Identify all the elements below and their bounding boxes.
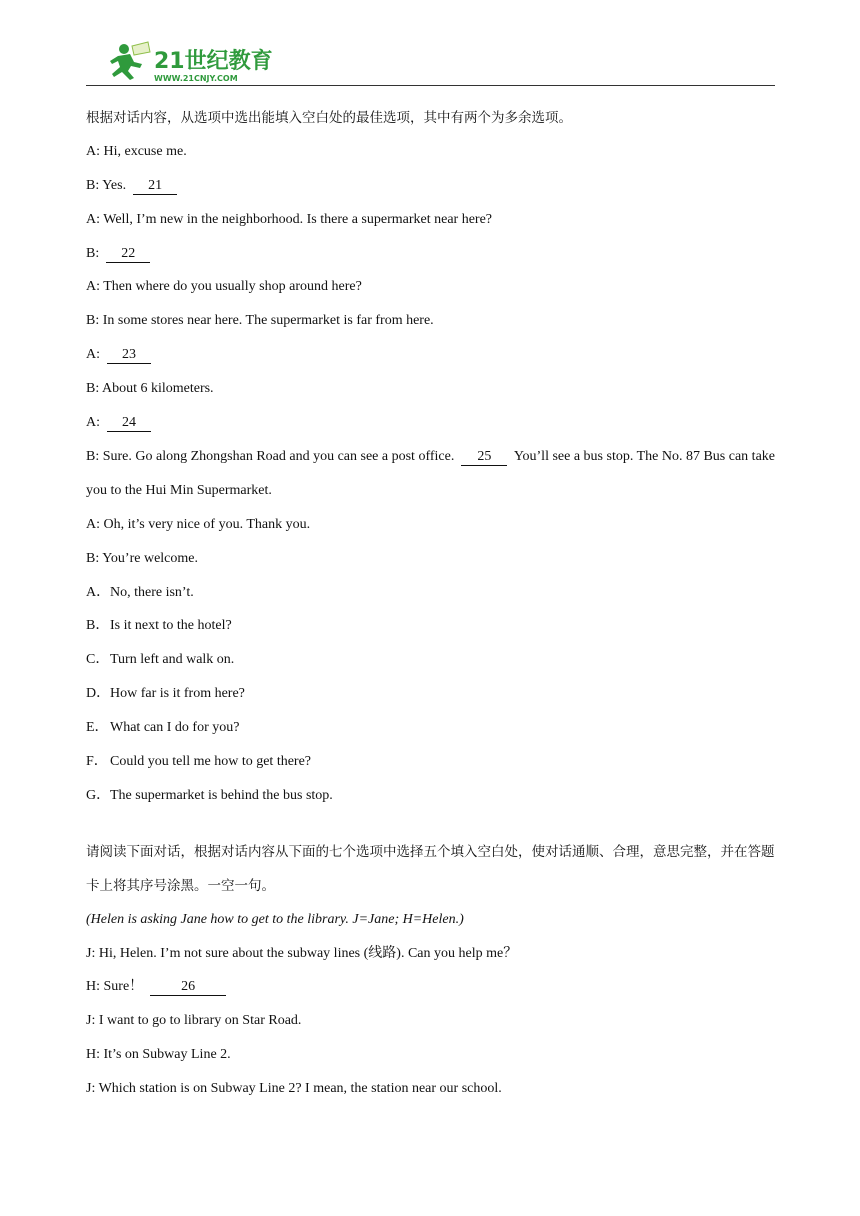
page-header: [0, 0, 860, 90]
option-e: E．What can I do for you?: [86, 720, 240, 736]
dialogue-line: B: About 6 kilometers.: [86, 381, 214, 397]
dialogue-line: J: Hi, Helen. I’m not sure about the subway lines (线路). Can you help me？: [86, 945, 518, 961]
blank-25: 25: [461, 448, 507, 466]
svg-text:WWW.21CNJY.COM: WWW.21CNJY.COM: [154, 74, 238, 83]
dialogue-line: B: You’re welcome.: [86, 550, 198, 566]
blank-26: 26: [150, 978, 226, 996]
instruction-2: 请阅读下面对话，根据对话内容从下面的七个选项中选择五个填入空白处，使对话通顺、合理，意思完整，并在答题卡上将其序号涂黑。一空一句。: [86, 843, 775, 894]
dialogue-line: A: Well, I’m new in the neighborhood. Is there a supermarket near here?: [86, 211, 493, 227]
option-d: D．How far is it from here?: [86, 686, 245, 702]
dialogue-line: B: Yes. 21: [86, 176, 776, 196]
document-body: [86, 108, 776, 1113]
option-f: F． Could you tell me how to get there?: [86, 754, 312, 770]
dialogue-line: H: Sure！ 26: [86, 977, 776, 997]
dialogue-line: A: Hi, excuse me.: [86, 143, 187, 159]
logo: [104, 40, 274, 84]
blank-21: 21: [133, 177, 177, 195]
svg-text:21世纪教育: 21世纪教育: [154, 49, 273, 74]
option-c: C．Turn left and walk on.: [86, 652, 235, 668]
blank-23: 23: [107, 346, 151, 364]
instruction-1: 根据对话内容，从选项中选出能填入空白处的最佳选项，其中有两个为多余选项。: [86, 110, 572, 126]
blank-22: 22: [106, 245, 150, 263]
dialogue-line: B: In some stores near here. The supermarket is far from here.: [86, 313, 434, 329]
dialogue-line: A: 23: [86, 345, 776, 365]
dialogue-line: B: 22: [86, 244, 776, 264]
dialogue-line: A: 24: [86, 413, 776, 433]
option-a: A．No, there isn’t.: [86, 584, 194, 600]
blank-24: 24: [107, 414, 151, 432]
dialogue-line: A: Oh, it’s very nice of you. Thank you.: [86, 516, 311, 532]
dialogue-line: A: Then where do you usually shop around here?: [86, 279, 362, 295]
dialogue-line: B: Sure. Go along Zhongshan Road and you can see a post office. 25 You’ll see a bus stop. The No. 87 Bus can take you to the Hui Min Supermarket.: [86, 448, 775, 498]
option-b: B．Is it next to the hotel?: [86, 618, 232, 634]
dialogue-line: J: I want to go to library on Star Road.: [86, 1013, 302, 1029]
header-divider: [86, 85, 775, 86]
dialogue-line: H: It’s on Subway Line 2.: [86, 1047, 231, 1063]
dialogue-line: J: Which station is on Subway Line 2? I mean, the station near our school.: [86, 1081, 502, 1097]
option-g: G．The supermarket is behind the bus stop.: [86, 787, 333, 803]
dialogue-context: (Helen is asking Jane how to get to the library. J=Jane; H=Helen.): [86, 911, 464, 927]
